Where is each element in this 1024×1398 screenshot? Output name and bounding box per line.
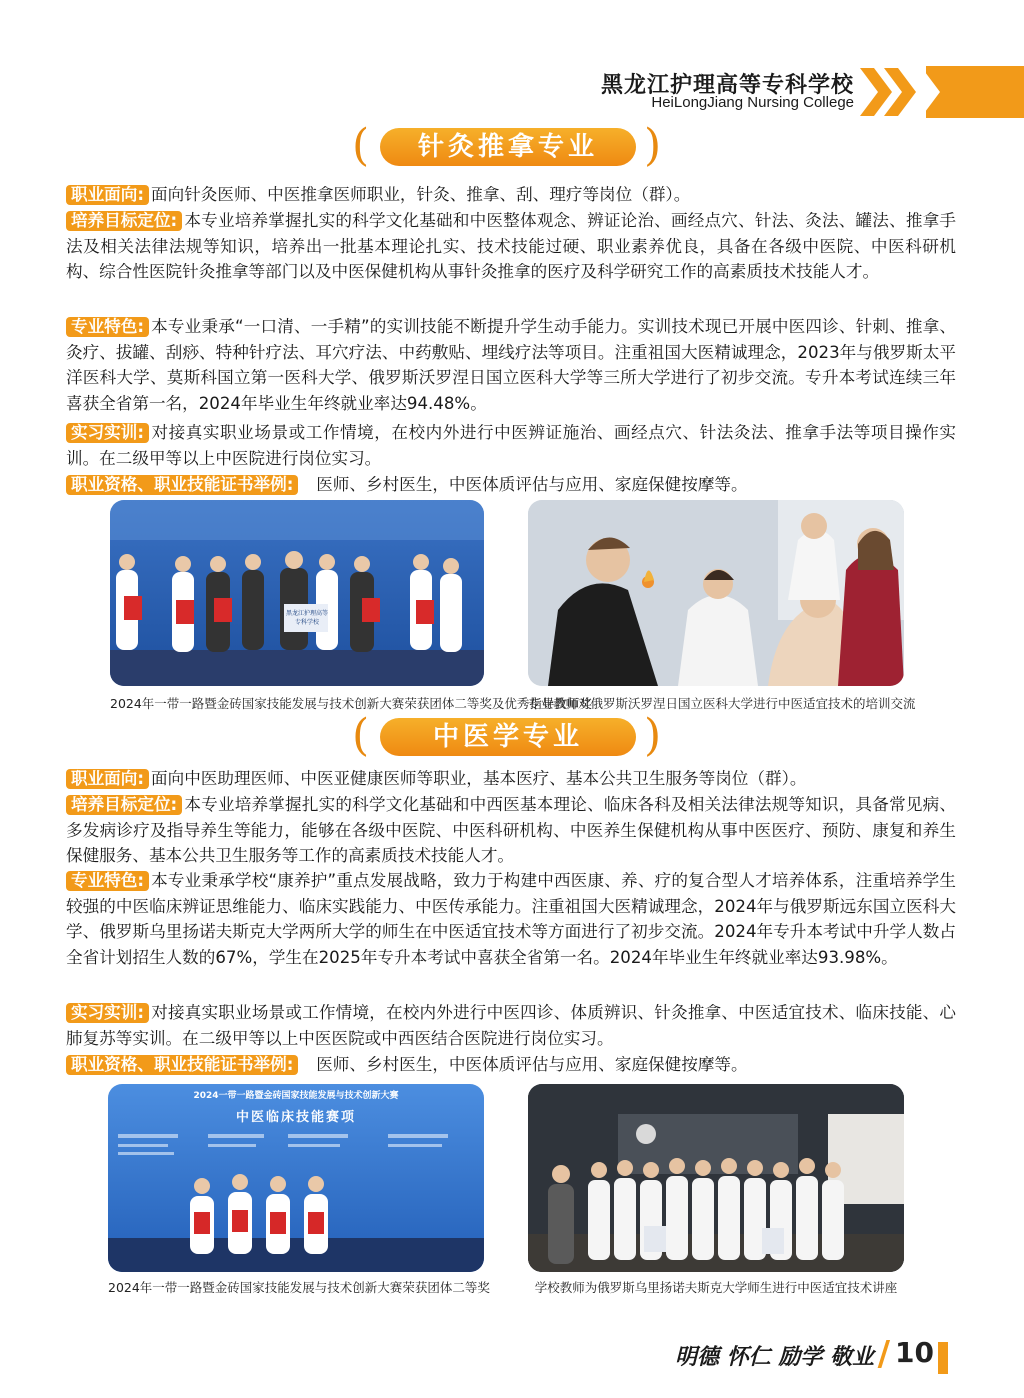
page-number: 10 [895, 1336, 934, 1369]
right-bracket-icon: ) [644, 710, 662, 761]
left-bracket-icon: ( [352, 120, 370, 171]
goal-tag: 培养目标定位: [66, 795, 182, 815]
section1-practice [66, 420, 956, 471]
section2-practice [66, 1000, 956, 1051]
chevron-decoration-icon [856, 66, 1024, 118]
practice-text: 对接真实职业场景或工作情境，在校内外进行中医四诊、体质辨识、针灸推拿、中医适宜技术、临床技能、心肺复苏等实训。在二级甲等以上中医医院或中西医结合医院进行岗位实习。 [66, 1003, 956, 1048]
slash-divider-icon: / [877, 1334, 890, 1374]
photo-training-exchange [528, 500, 904, 686]
section1-goal [66, 208, 956, 285]
practice-tag: 实习实训: [66, 423, 149, 443]
section-title-pill: 针灸推拿专业 [380, 128, 636, 166]
page-header [564, 62, 1024, 120]
cert-tag: 职业资格、职业技能证书举例: [66, 475, 298, 495]
section-title-pill: 中医学专业 [380, 718, 636, 756]
left-bracket-icon: ( [352, 710, 370, 761]
cert-tag: 职业资格、职业技能证书举例: [66, 1055, 298, 1075]
caption-competition: 2024年一带一路暨金砖国家技能发展与技术创新大赛荣获团体二等奖 [108, 1280, 490, 1295]
practice-text: 对接真实职业场景或工作情境，在校内外进行中医辨证施治、画经点穴、针法灸法、推拿手法等项目操作实训。在二级甲等以上中医院进行岗位实习。 [66, 423, 956, 468]
caption-award-ceremony: 2024年一带一路暨金砖国家技能发展与技术创新大赛荣获团体二等奖及优秀指导教师奖 [110, 696, 592, 711]
career-text: 面向中医助理医师、中医亚健康医师等职业，基本医疗、基本公共卫生服务等岗位（群）。 [151, 769, 807, 788]
photo-lecture-group [528, 1084, 904, 1272]
cert-text: 医师、乡村医生，中医体质评估与应用、家庭保健按摩等。 [316, 475, 748, 494]
competition-group-photo [108, 1084, 484, 1272]
career-text: 面向针灸医师、中医推拿医师职业，针灸、推拿、刮、理疗等岗位（群）。 [151, 185, 691, 204]
career-tag: 职业面向: [66, 769, 149, 789]
section2-goal [66, 792, 956, 869]
section1-cert [66, 472, 956, 498]
training-exchange-photo [528, 500, 904, 686]
school-name-cn: 黑龙江护理高等专科学校 [600, 73, 854, 98]
stage-subtitle: 中医临床技能赛项 [235, 1110, 356, 1125]
section-title-acupuncture [0, 120, 1024, 172]
feature-text: 本专业秉承“一口清、一手精”的实训技能不断提升学生动手能力。实训技术现已开展中医四诊、针刺、推拿、灸疗、拔罐、刮痧、特种针疗法、耳穴疗法、中药敷贴、埋线疗法等项目。注重祖国大医精诚理念，2023年与俄罗斯太平洋医科大学、莫斯科国立第一医科大学、俄罗斯沃罗涅日国立医科大学等三所大学进行了初步交流。专升本考试连续三年喜获全省第一名，2024年毕业生年终就业率达94.48%。 [66, 317, 956, 413]
photo-award-ceremony [110, 500, 484, 686]
section2-career [66, 766, 956, 792]
section2-cert [66, 1052, 956, 1078]
caption-lecture: 学校教师为俄罗斯乌里扬诺夫斯克大学师生进行中医适宜技术讲座 [534, 1280, 898, 1295]
stage-title: 2024一带一路暨金砖国家技能发展与技术创新大赛 [193, 1091, 399, 1101]
lecture-group-photo [528, 1084, 904, 1272]
caption-training-exchange: 专业教师对俄罗斯沃罗涅日国立医科大学进行中医适宜技术的培训交流 [528, 696, 916, 711]
feature-text: 本专业秉承学校“康养护”重点发展战略，致力于构建中西医康、养、疗的复合型人才培养体系，注重培养学生较强的中医临床辨证思维能力、临床实践能力、中医传承能力。注重祖国大医精诚理念，2024年与俄罗斯远东国立医科大学、俄罗斯乌里扬诺夫斯克大学两所大学的师生在中医适宜技术等方面进行了初步交流。2024年专升本考试中升学人数占全省计划招生人数的67%，学生在2025年专升本考试中喜获全省第一名。2024年毕业生年终就业率达93.98%。 [66, 871, 956, 967]
accent-bar-icon [938, 1342, 948, 1374]
section2-feature [66, 868, 956, 970]
goal-tag: 培养目标定位: [66, 211, 182, 231]
award-group-photo [110, 500, 484, 686]
school-banner-text: 黑龙江护理高等专科学校 [286, 610, 329, 626]
feature-tag: 专业特色: [66, 871, 149, 891]
cert-text: 医师、乡村医生，中医体质评估与应用、家庭保健按摩等。 [316, 1055, 748, 1074]
feature-tag: 专业特色: [66, 317, 149, 337]
school-motto: 明德 怀仁 励学 敬业 [675, 1345, 874, 1370]
career-tag: 职业面向: [66, 185, 149, 205]
right-bracket-icon: ) [644, 120, 662, 171]
goal-text: 本专业培养掌握扎实的科学文化基础和中西医基本理论、临床各科及相关法律法规等知识，具备常见病、多发病诊疗及指导养生等能力，能够在各级中医院、中医科研机构、中医养生保健机构从事中医医疗、预防、康复和养生保健服务、基本公共卫生服务等工作的高素质技术技能人才。 [66, 795, 956, 865]
section1-feature [66, 314, 956, 416]
goal-text: 本专业培养掌握扎实的科学文化基础和中医整体观念、辨证论治、画经点穴、针法、灸法、罐法、推拿手法及相关法律法规等知识，培养出一批基本理论扎实、技术技能过硬、职业素养优良，具备在各级中医院、中医科研机构、综合性医院针灸推拿等部门以及中医保健机构从事针灸推拿的医疗及科学研究工作的高素质技术技能人才。 [66, 211, 956, 281]
school-name-en: HeiLongJiang Nursing College [651, 94, 854, 111]
photo-competition-stage [108, 1084, 484, 1272]
section1-career [66, 182, 956, 208]
practice-tag: 实习实训: [66, 1003, 149, 1023]
section-title-tcm [0, 710, 1024, 762]
